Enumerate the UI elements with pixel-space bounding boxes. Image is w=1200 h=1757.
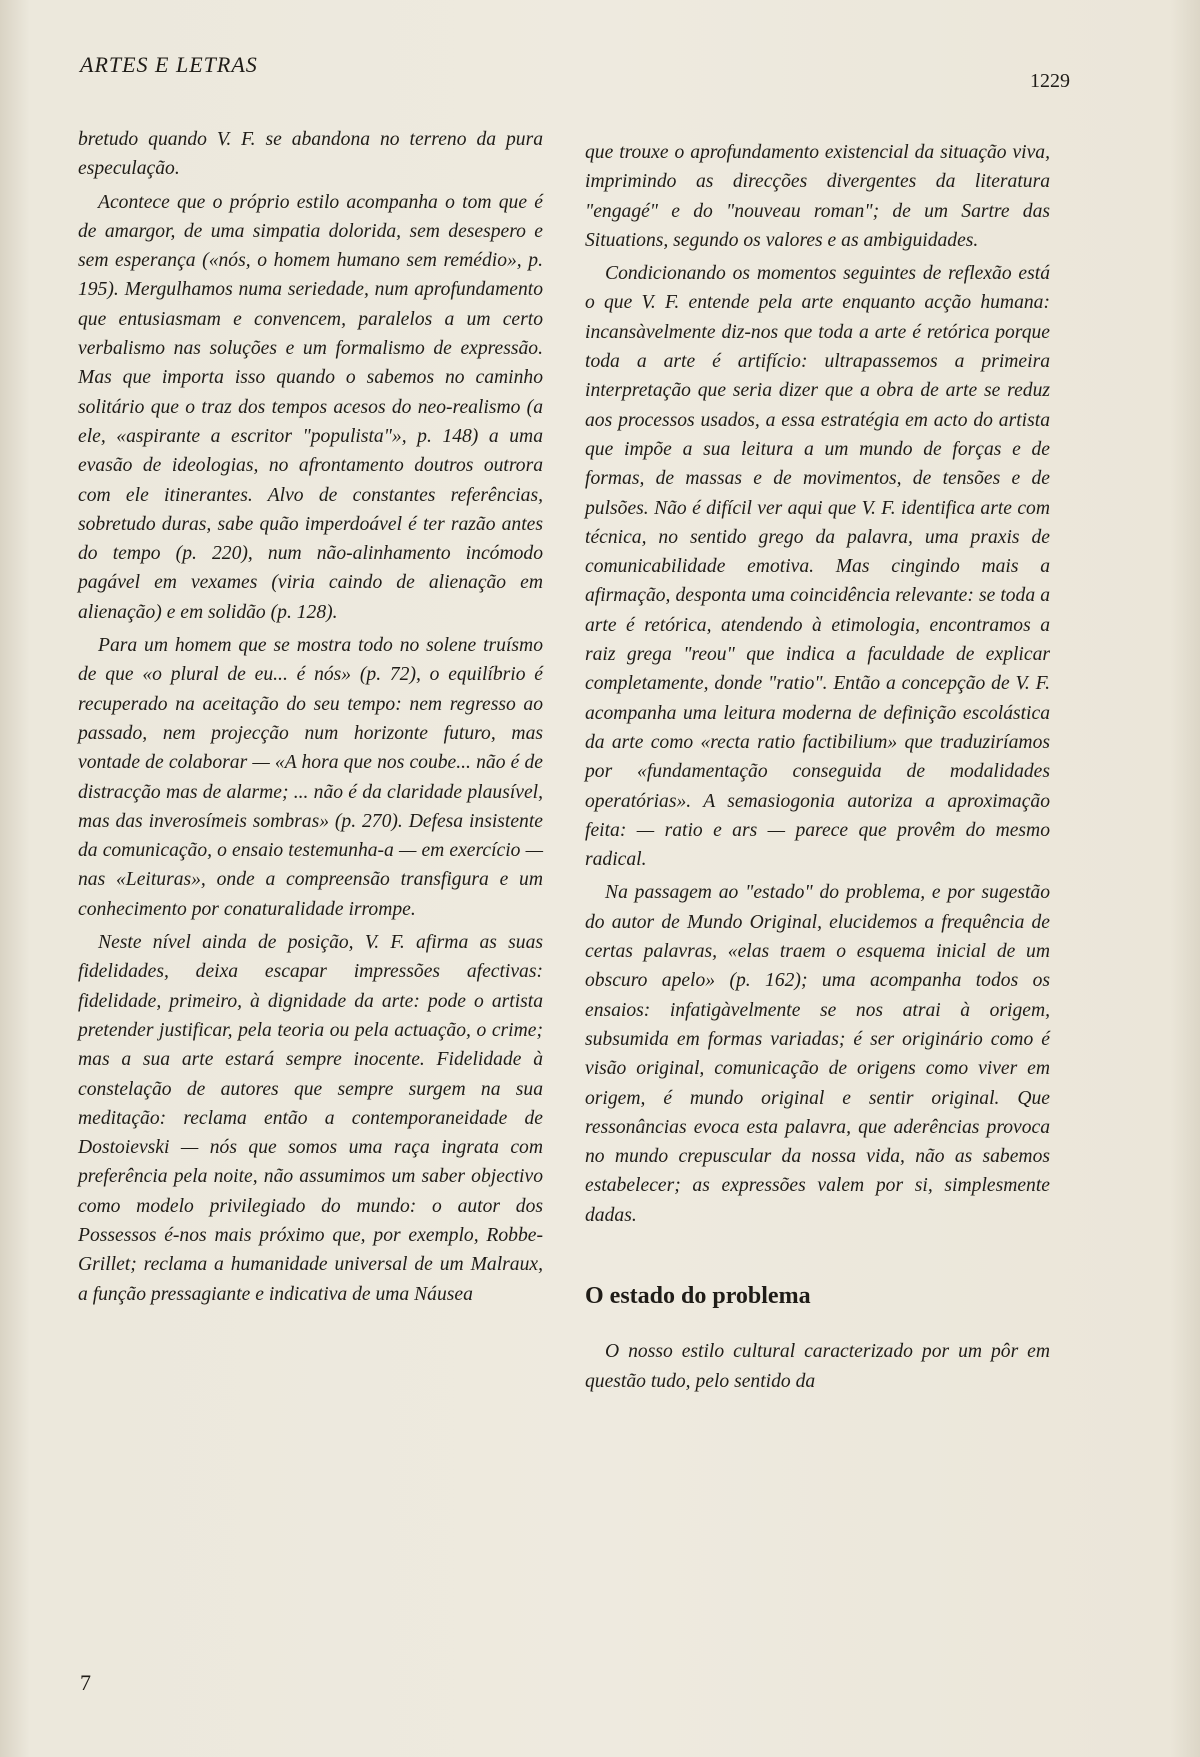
page-number: 1229: [1030, 70, 1070, 92]
paragraph: Acontece que o próprio estilo acompanha o tom que é de amargor, de uma simpatia dolorida, sem desespero e sem esperança («nós, o homem humano sem remédio», p. 195). Mergulhamos numa seriedade, num aprofundamento que entusiasmam e convencem, paralelos a um certo verbalismo nas soluções e um formalismo de expressão. Mas que importa isso quando o sabemos no caminho solitário que o traz dos tempos acesos do neo-realismo (a ele, «aspirante a escritor "populista"», p. 148) a uma evasão de ideologias, no afrontamento doutros outrora com ele itinerantes. Alvo de constantes referências, sobretudo duras, sabe quão imperdoável é ter razão antes do tempo (p. 220), num não-alinhamento incómodo pagável em vexames (viria caindo de alienação em alienação) e em solidão (p. 128).: [78, 191, 543, 623]
section-heading: O estado do problema: [585, 1282, 811, 1309]
paragraph: Condicionando os momentos seguintes de reflexão está o que V. F. entende pela arte enquanto acção humana: incansàvelmente diz-nos que toda a arte é retórica porque toda a arte é artifício: ultrapassemos a primeira interpretação que seria dizer que a obra de arte se reduz aos processos usados, a essa estratégia em acto do artista que impõe a sua leitura a um mundo de forças e de formas, de massas e de movimentos, de tensões e de pulsões. Não é difícil ver aqui que V. F. identifica arte com técnica, no sentido grego da palavra, uma praxis de comunicabilidade emotiva. Mas cingindo mais a afirmação, desponta uma coincidência relevante: se toda a arte é retórica, atendendo à etimologia, encontramos a raiz grega "reou" que indica a faculdade de explicar completamente, donde "ratio". Então a concepção de V. F. acompanha uma leitura moderna de definição escolástica da arte como «recta ratio factibilium» que traduziríamos por «fundamentação conseguida de modalidades operatórias». A semasiogonia autoriza a aproximação feita: — ratio e ars — parece que provêm do mesmo radical.: [585, 263, 1050, 871]
paragraph: Neste nível ainda de posição, V. F. afirma as suas fidelidades, deixa escapar impressões afectivas: fidelidade, primeiro, à dignidade da arte: pode o artista pretender justificar, pela teoria ou pela actuação, o crime; mas a sua arte estará sempre inocente. Fidelidade à constelação de autores que sempre surgem na sua meditação: reclama então a contemporaneidade de Dostoievski — nós que somos uma raça ingrata com preferência pela noite, não assumimos um saber objectivo como modelo privilegiado do mundo: o autor dos Possessos é-nos mais próximo que, por exemplo, Robbe-Grillet; reclama a humanidade universal de um Malraux, a função pressagiante e indicativa de uma Náusea: [78, 932, 543, 1305]
paragraph: Para um homem que se mostra todo no solene truísmo de que «o plural de eu... é nós» (p. 72), o equilíbrio é recuperado na aceitação do seu tempo: nem regresso ao passado, nem projecção num horizonte futuro, mas vontade de colaborar — «A hora que nos coube... não é de distracção mas de alarme; ... não é da claridade plausível, mas das inverosímeis sombras» (p. 270). Defesa insistente da comunicação, o ensaio testemunha-a — em exercício — nas «Leituras», onde a compreensão transfigura e um conhecimento por conaturalidade irrompe.: [78, 635, 543, 920]
folio: 7: [80, 1670, 91, 1695]
paragraph: O nosso estilo cultural caracterizado por um pôr em questão tudo, pelo sentido da: [585, 1341, 1050, 1392]
right-column: [585, 138, 1050, 1396]
paragraph: Na passagem ao "estado" do problema, e por sugestão do autor de Mundo Original, elucidemos a frequência de certas palavras, «elas traem o esquema inicial de um obscuro apelo» (p. 162); uma acompanha todos os ensaios: infatigàvelmente se nos atrai à origem, subsumida em formas variadas; é ser originário como é visão original, comunicação de origens como viver em origem, é mundo original e sentir original. Que ressonâncias evoca esta palavra, que aderências provoca no mundo crepuscular da nossa vida, não as sabemos estabelecer; as expressões valem por si, simplesmente dadas.: [585, 882, 1050, 1226]
running-head: ARTES E LETRAS: [80, 52, 258, 77]
paragraph: bretudo quando V. F. se abandona no terreno da pura especulação.: [78, 129, 543, 180]
left-column: [78, 125, 543, 1309]
paragraph: que trouxe o aprofundamento existencial da situação viva, imprimindo as direcções divergentes da literatura "engagé" e do "nouveau roman"; de um Sartre das Situations, segundo os valores e as ambiguidades.: [585, 142, 1050, 251]
